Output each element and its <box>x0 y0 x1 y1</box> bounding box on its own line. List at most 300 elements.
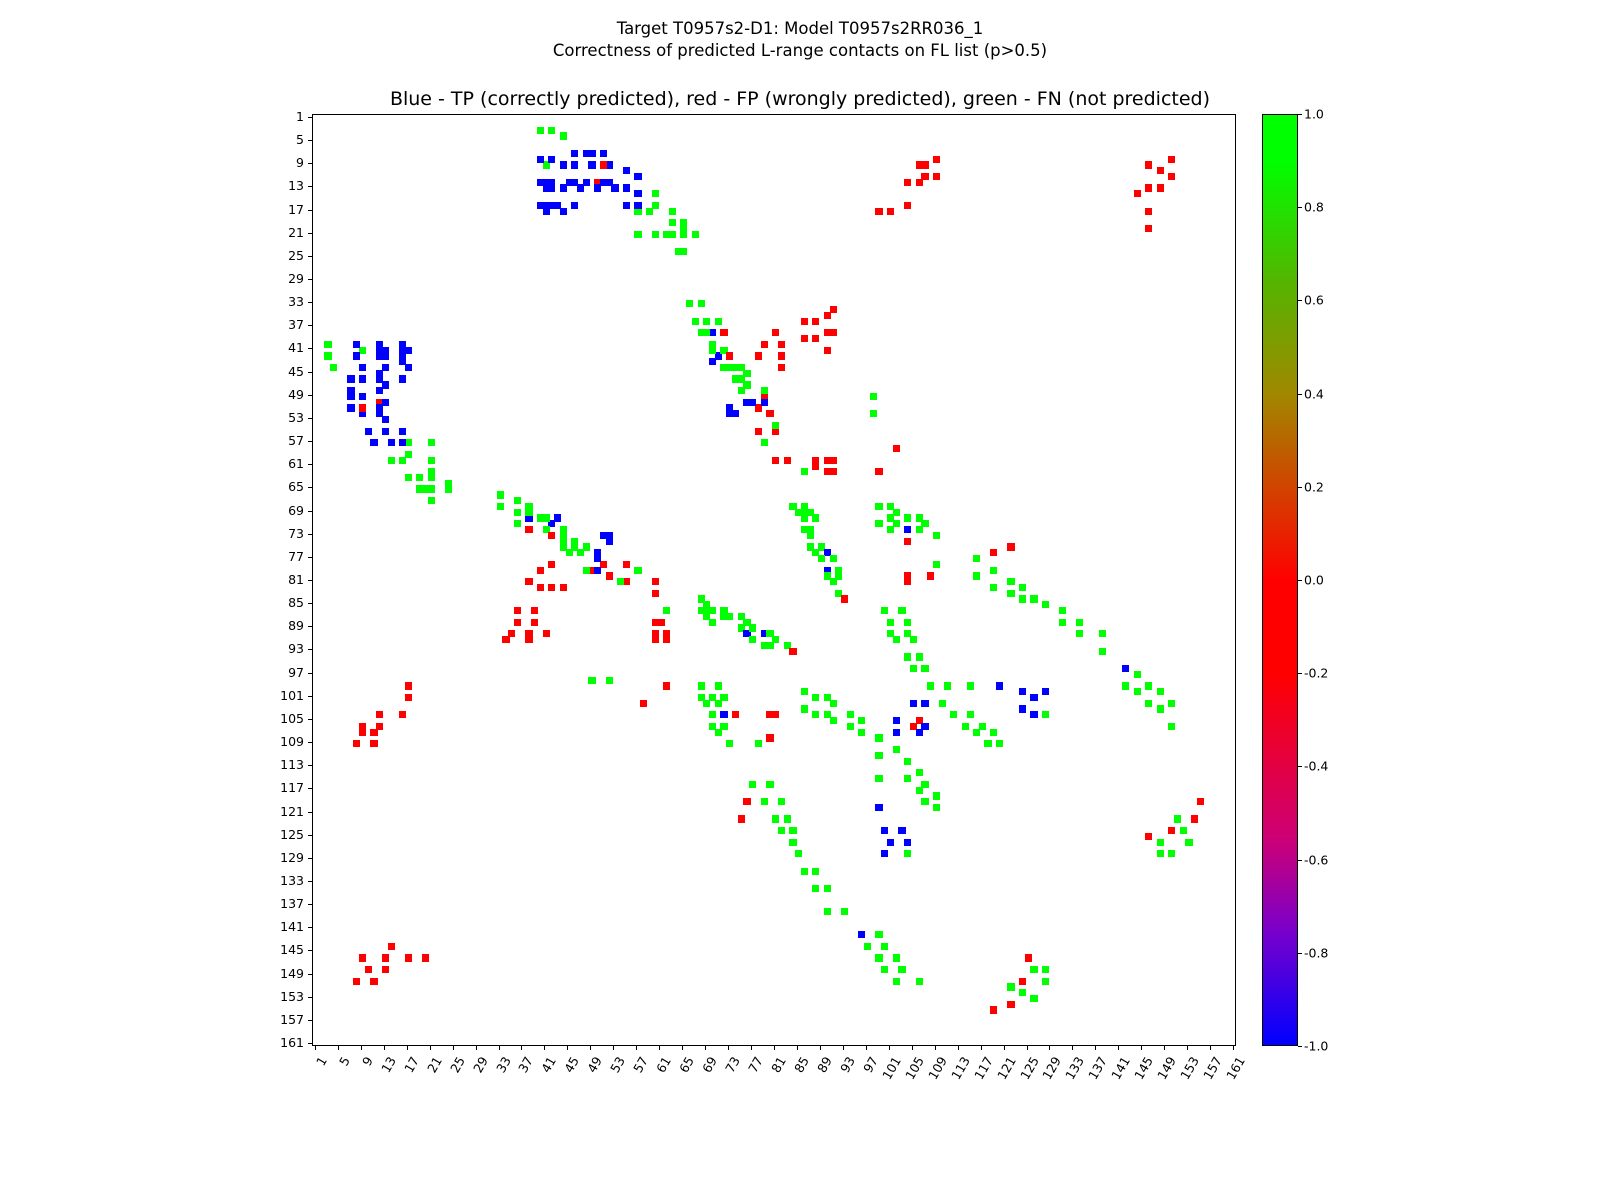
heatmap-cell <box>652 231 659 238</box>
heatmap-cell <box>370 439 377 446</box>
heatmap-cell <box>560 184 567 191</box>
heatmap-cell <box>698 300 705 307</box>
heatmap-cell <box>1157 688 1164 695</box>
y-axis-tick-mark <box>308 858 312 859</box>
heatmap-cell <box>772 422 779 429</box>
heatmap-cell <box>778 798 785 805</box>
heatmap-cell <box>428 439 435 446</box>
heatmap-cell <box>525 526 532 533</box>
heatmap-cell <box>743 370 750 377</box>
y-axis-tick-label: 153 <box>280 988 304 1004</box>
heatmap-cell <box>514 520 521 527</box>
heatmap-cell <box>640 700 647 707</box>
x-axis-tick-mark <box>912 1046 913 1050</box>
heatmap-cell <box>537 127 544 134</box>
heatmap-cell <box>766 410 773 417</box>
heatmap-cell <box>1042 711 1049 718</box>
heatmap-cell <box>887 619 894 626</box>
y-axis-tick-label: 33 <box>288 294 304 310</box>
y-axis-tick-mark <box>308 325 312 326</box>
heatmap-cell <box>680 248 687 255</box>
y-axis-tick-label: 109 <box>280 734 304 750</box>
heatmap-cell <box>841 595 848 602</box>
heatmap-cell <box>663 636 670 643</box>
heatmap-cell <box>933 532 940 539</box>
heatmap-cell <box>399 341 406 348</box>
heatmap-cell <box>881 966 888 973</box>
heatmap-cell <box>904 514 911 521</box>
y-axis-tick-label: 37 <box>288 317 304 333</box>
heatmap-cell <box>784 457 791 464</box>
heatmap-cell <box>703 700 710 707</box>
x-axis-tick-label: 153 <box>1177 1054 1203 1083</box>
heatmap-cell <box>1145 833 1152 840</box>
y-axis-tick-mark <box>308 117 312 118</box>
heatmap-cell <box>382 966 389 973</box>
heatmap-cell <box>514 619 521 626</box>
y-axis-tick-mark <box>308 233 312 234</box>
x-axis-tick-label: 77 <box>745 1054 767 1076</box>
heatmap-cell <box>347 404 354 411</box>
colorbar-gradient <box>1262 114 1298 1046</box>
heatmap-cell <box>801 468 808 475</box>
x-axis-tick-mark <box>1095 1046 1096 1050</box>
y-axis-tick-label: 97 <box>288 664 304 680</box>
heatmap-cell <box>875 208 882 215</box>
heatmap-cell <box>990 729 997 736</box>
heatmap-cell <box>1059 607 1066 614</box>
heatmap-cell <box>1145 225 1152 232</box>
heatmap-cell <box>525 509 532 516</box>
heatmap-cell <box>830 468 837 475</box>
x-axis-tick-mark <box>613 1046 614 1050</box>
y-axis-tick-mark <box>308 765 312 766</box>
heatmap-cell <box>818 555 825 562</box>
heatmap-cell <box>743 381 750 388</box>
heatmap-cell <box>382 352 389 359</box>
heatmap-cell <box>910 636 917 643</box>
heatmap-cell <box>893 717 900 724</box>
y-axis-tick-label: 53 <box>288 409 304 425</box>
y-axis-tick-mark <box>308 742 312 743</box>
heatmap-cell <box>652 636 659 643</box>
heatmap-cell <box>428 474 435 481</box>
y-axis-tick-label: 129 <box>280 849 304 865</box>
heatmap-cell <box>1134 671 1141 678</box>
y-axis-tick-mark <box>308 186 312 187</box>
heatmap-cell <box>1099 630 1106 637</box>
heatmap-cell <box>984 740 991 747</box>
heatmap-cell <box>347 393 354 400</box>
colorbar-tick-label: -0.2 <box>1304 665 1329 681</box>
x-axis-tick-mark <box>866 1046 867 1050</box>
heatmap-cell <box>1076 619 1083 626</box>
figure-title-line1: Target T0957s2-D1: Model T0957s2RR036_1 <box>616 19 984 38</box>
x-axis-tick-mark <box>361 1046 362 1050</box>
heatmap-cell <box>766 781 773 788</box>
colorbar-tick-label: 1.0 <box>1304 106 1324 122</box>
heatmap-cell <box>703 318 710 325</box>
heatmap-cell <box>916 978 923 985</box>
x-axis-tick-label: 57 <box>630 1054 652 1076</box>
colorbar-tick-mark <box>1298 953 1302 954</box>
figure-title-line2: Correctness of predicted L-range contacts on FL list (p>0.5) <box>552 41 1048 60</box>
x-axis-tick-mark <box>935 1046 936 1050</box>
heatmap-cell <box>560 208 567 215</box>
heatmap-cell <box>1007 578 1014 585</box>
heatmap-cell <box>990 1006 997 1013</box>
y-axis-tick-mark <box>308 441 312 442</box>
y-axis-tick-label: 145 <box>280 942 304 958</box>
y-axis-tick-mark <box>308 487 312 488</box>
heatmap-cell <box>566 549 573 556</box>
y-axis-tick-mark <box>308 372 312 373</box>
y-axis-tick-mark <box>308 279 312 280</box>
heatmap-cell <box>1030 694 1037 701</box>
heatmap-cell <box>594 555 601 562</box>
heatmap-cell <box>353 341 360 348</box>
heatmap-cell <box>560 584 567 591</box>
heatmap-cell <box>560 161 567 168</box>
heatmap-cell <box>749 624 756 631</box>
heatmap-cell <box>893 509 900 516</box>
y-axis-tick-mark <box>308 603 312 604</box>
heatmap-cell <box>893 520 900 527</box>
y-axis-tick-mark <box>308 140 312 141</box>
heatmap-cell <box>1145 184 1152 191</box>
heatmap-cell <box>1099 648 1106 655</box>
heatmap-cell <box>732 410 739 417</box>
heatmap-cell <box>990 584 997 591</box>
heatmap-cell <box>801 868 808 875</box>
heatmap-cell <box>623 184 630 191</box>
heatmap-cell <box>537 179 544 186</box>
heatmap-cell <box>973 729 980 736</box>
heatmap-cell <box>847 711 854 718</box>
heatmap-cell <box>875 804 882 811</box>
heatmap-cell <box>399 439 406 446</box>
heatmap-cell <box>623 561 630 568</box>
heatmap-cell <box>388 943 395 950</box>
colorbar-tick-label: -0.8 <box>1304 945 1329 961</box>
heatmap-cell <box>715 318 722 325</box>
x-axis-tick-mark <box>384 1046 385 1050</box>
heatmap-cell <box>715 682 722 689</box>
heatmap-cell <box>875 468 882 475</box>
heatmap-cell <box>904 526 911 533</box>
y-axis-tick-label: 93 <box>288 641 304 657</box>
heatmap-cell <box>887 208 894 215</box>
heatmap-cell <box>600 161 607 168</box>
y-axis-tick-label: 77 <box>288 548 304 564</box>
x-axis-tick-label: 65 <box>676 1054 698 1076</box>
heatmap-cell <box>967 711 974 718</box>
x-axis-tick-mark <box>338 1046 339 1050</box>
heatmap-cell <box>588 161 595 168</box>
heatmap-cell <box>1030 995 1037 1002</box>
heatmap-cell <box>904 839 911 846</box>
heatmap-cell <box>359 364 366 371</box>
heatmap-cell <box>571 202 578 209</box>
heatmap-cell <box>858 729 865 736</box>
y-axis-tick-mark <box>308 835 312 836</box>
heatmap-cell <box>370 978 377 985</box>
heatmap-cell <box>732 711 739 718</box>
heatmap-cell <box>588 150 595 157</box>
heatmap-cell <box>1145 161 1152 168</box>
x-axis-tick-mark <box>958 1046 959 1050</box>
heatmap-cell <box>921 173 928 180</box>
heatmap-cell <box>330 364 337 371</box>
heatmap-cell <box>537 567 544 574</box>
heatmap-cell <box>554 514 561 521</box>
y-axis-tick-mark <box>308 557 312 558</box>
heatmap-cell <box>382 428 389 435</box>
heatmap-cell <box>422 954 429 961</box>
heatmap-cell <box>830 700 837 707</box>
heatmap-cell <box>1122 682 1129 689</box>
colorbar-tick-mark <box>1298 860 1302 861</box>
x-axis-tick-label: 97 <box>859 1054 881 1076</box>
x-axis-tick-mark <box>1027 1046 1028 1050</box>
heatmap-cell <box>807 532 814 539</box>
heatmap-cell <box>359 954 366 961</box>
y-axis-tick-label: 5 <box>296 132 304 148</box>
heatmap-cell <box>692 231 699 238</box>
heatmap-cell <box>778 364 785 371</box>
heatmap-cell <box>1019 978 1026 985</box>
heatmap-cell <box>577 549 584 556</box>
heatmap-cell <box>933 156 940 163</box>
heatmap-cell <box>749 636 756 643</box>
heatmap-cell <box>543 514 550 521</box>
heatmap-cell <box>881 850 888 857</box>
heatmap-cell <box>875 775 882 782</box>
y-axis-tick-label: 13 <box>288 178 304 194</box>
x-axis-tick-mark <box>1141 1046 1142 1050</box>
heatmap-cell <box>382 364 389 371</box>
x-axis-tick-label: 149 <box>1154 1054 1180 1083</box>
y-axis-tick-label: 133 <box>280 873 304 889</box>
heatmap-cell <box>1025 954 1032 961</box>
heatmap-cell <box>904 653 911 660</box>
heatmap-cell <box>870 410 877 417</box>
heatmap-cell <box>537 202 544 209</box>
x-axis-tick-mark <box>843 1046 844 1050</box>
y-axis-tick-mark <box>308 1043 312 1044</box>
heatmap-cell <box>933 561 940 568</box>
heatmap-cell <box>801 514 808 521</box>
heatmap-cell <box>1134 190 1141 197</box>
y-axis-tick-label: 113 <box>280 757 304 773</box>
x-axis-tick-label: 137 <box>1085 1054 1111 1083</box>
x-axis-tick-label: 113 <box>947 1054 973 1083</box>
heatmap-cell <box>324 352 331 359</box>
heatmap-cell <box>910 700 917 707</box>
heatmap-cell <box>875 520 882 527</box>
y-axis-tick-label: 21 <box>288 224 304 240</box>
heatmap-cell <box>921 665 928 672</box>
heatmap-cell <box>784 815 791 822</box>
heatmap-cell <box>359 729 366 736</box>
heatmap-cell <box>824 885 831 892</box>
heatmap-cell <box>778 827 785 834</box>
heatmap-cell <box>893 729 900 736</box>
y-axis-tick-mark <box>308 626 312 627</box>
heatmap-cell <box>428 485 435 492</box>
y-axis-tick-label: 157 <box>280 1011 304 1027</box>
heatmap-cell <box>1168 156 1175 163</box>
heatmap-cell <box>359 404 366 411</box>
heatmap-cell <box>698 682 705 689</box>
heatmap-cell <box>686 300 693 307</box>
x-axis-tick-mark <box>1049 1046 1050 1050</box>
heatmap-cell <box>921 700 928 707</box>
heatmap-cell <box>709 607 716 614</box>
x-axis-tick-mark <box>636 1046 637 1050</box>
heatmap-cell <box>830 578 837 585</box>
heatmap-cell <box>1030 966 1037 973</box>
heatmap-cell <box>904 775 911 782</box>
heatmap-cell <box>623 167 630 174</box>
colorbar-tick-mark <box>1298 766 1302 767</box>
heatmap-cell <box>772 815 779 822</box>
heatmap-cell <box>1145 682 1152 689</box>
x-axis-tick-label: 141 <box>1108 1054 1134 1083</box>
heatmap-cell <box>933 792 940 799</box>
heatmap-cell <box>588 677 595 684</box>
heatmap-cell <box>399 375 406 382</box>
x-axis-tick-label: 89 <box>813 1054 835 1076</box>
heatmap-cell <box>766 734 773 741</box>
heatmap-cell <box>514 509 521 516</box>
y-axis-tick-label: 73 <box>288 525 304 541</box>
x-axis-tick-label: 61 <box>653 1054 675 1076</box>
heatmap-cell <box>755 352 762 359</box>
heatmap-cell <box>353 352 360 359</box>
heatmap-cell <box>761 387 768 394</box>
y-axis-tick-mark <box>308 395 312 396</box>
y-axis-tick-mark <box>308 997 312 998</box>
heatmap-cell <box>583 567 590 574</box>
heatmap-cell <box>789 648 796 655</box>
heatmap-cell <box>910 665 917 672</box>
heatmap-cell <box>904 179 911 186</box>
x-axis-tick-mark <box>1210 1046 1211 1050</box>
heatmap-cell <box>1145 208 1152 215</box>
x-axis-tick-label: 93 <box>836 1054 858 1076</box>
x-axis-tick-mark <box>705 1046 706 1050</box>
colorbar-tick-label: 0.8 <box>1304 199 1324 215</box>
heatmap-cell <box>875 931 882 938</box>
heatmap-cell <box>812 711 819 718</box>
heatmap-cell <box>772 636 779 643</box>
y-axis-tick-mark <box>308 210 312 211</box>
heatmap-cell <box>858 717 865 724</box>
x-axis-tick-label: 45 <box>561 1054 583 1076</box>
heatmap-cell <box>405 954 412 961</box>
heatmap-cell <box>761 798 768 805</box>
y-axis-tick-label: 25 <box>288 247 304 263</box>
heatmap-cell <box>996 682 1003 689</box>
colorbar-tick-mark <box>1298 673 1302 674</box>
heatmap-cell <box>370 729 377 736</box>
y-axis-tick-mark <box>308 348 312 349</box>
heatmap-plot-area <box>312 114 1236 1046</box>
heatmap-cell <box>875 954 882 961</box>
colorbar-tick-mark <box>1298 580 1302 581</box>
heatmap-cell <box>703 329 710 336</box>
y-axis-tick-label: 89 <box>288 618 304 634</box>
heatmap-cell <box>428 457 435 464</box>
heatmap-cell <box>709 347 716 354</box>
heatmap-cell <box>382 416 389 423</box>
heatmap-cell <box>606 572 613 579</box>
heatmap-cell <box>634 567 641 574</box>
heatmap-cell <box>399 457 406 464</box>
heatmap-cell <box>1019 595 1026 602</box>
heatmap-cell <box>973 572 980 579</box>
heatmap-cell <box>1042 601 1049 608</box>
x-axis-tick-label: 33 <box>492 1054 514 1076</box>
heatmap-cell <box>772 457 779 464</box>
heatmap-cell <box>921 161 928 168</box>
y-axis-tick-mark <box>308 464 312 465</box>
heatmap-cell <box>749 399 756 406</box>
heatmap-cell <box>847 723 854 730</box>
heatmap-cell <box>617 578 624 585</box>
heatmap-cell <box>893 954 900 961</box>
x-axis-tick-mark <box>1164 1046 1165 1050</box>
x-axis-tick-label: 37 <box>515 1054 537 1076</box>
x-axis-tick-mark <box>499 1046 500 1050</box>
x-axis-tick-mark <box>544 1046 545 1050</box>
x-axis-tick-label: 117 <box>970 1054 996 1083</box>
x-axis-tick-mark <box>774 1046 775 1050</box>
heatmap-cell <box>623 202 630 209</box>
heatmap-cell <box>600 150 607 157</box>
heatmap-cell <box>514 497 521 504</box>
heatmap-cell <box>887 839 894 846</box>
heatmap-cell <box>921 798 928 805</box>
heatmap-cell <box>726 740 733 747</box>
x-axis-tick-label: 13 <box>377 1054 399 1076</box>
x-axis-tick-label: 133 <box>1062 1054 1088 1083</box>
x-axis-tick-label: 9 <box>358 1054 376 1069</box>
heatmap-cell <box>347 375 354 382</box>
heatmap-cell <box>898 607 905 614</box>
heatmap-cell <box>726 613 733 620</box>
y-axis-tick-label: 61 <box>288 456 304 472</box>
heatmap-cell <box>921 520 928 527</box>
heatmap-cell <box>881 607 888 614</box>
heatmap-cell <box>1197 798 1204 805</box>
colorbar-tick-mark <box>1298 300 1302 301</box>
heatmap-cell <box>365 428 372 435</box>
heatmap-cell <box>921 781 928 788</box>
heatmap-cell <box>709 358 716 365</box>
heatmap-cell <box>548 532 555 539</box>
heatmap-cell <box>715 729 722 736</box>
y-axis-tick-mark <box>308 719 312 720</box>
y-axis-tick-mark <box>308 881 312 882</box>
y-axis-tick-mark <box>308 302 312 303</box>
heatmap-cell <box>824 908 831 915</box>
x-axis-tick-label: 105 <box>901 1054 927 1083</box>
heatmap-cell <box>875 734 882 741</box>
heatmap-cell <box>824 347 831 354</box>
heatmap-cell <box>353 978 360 985</box>
